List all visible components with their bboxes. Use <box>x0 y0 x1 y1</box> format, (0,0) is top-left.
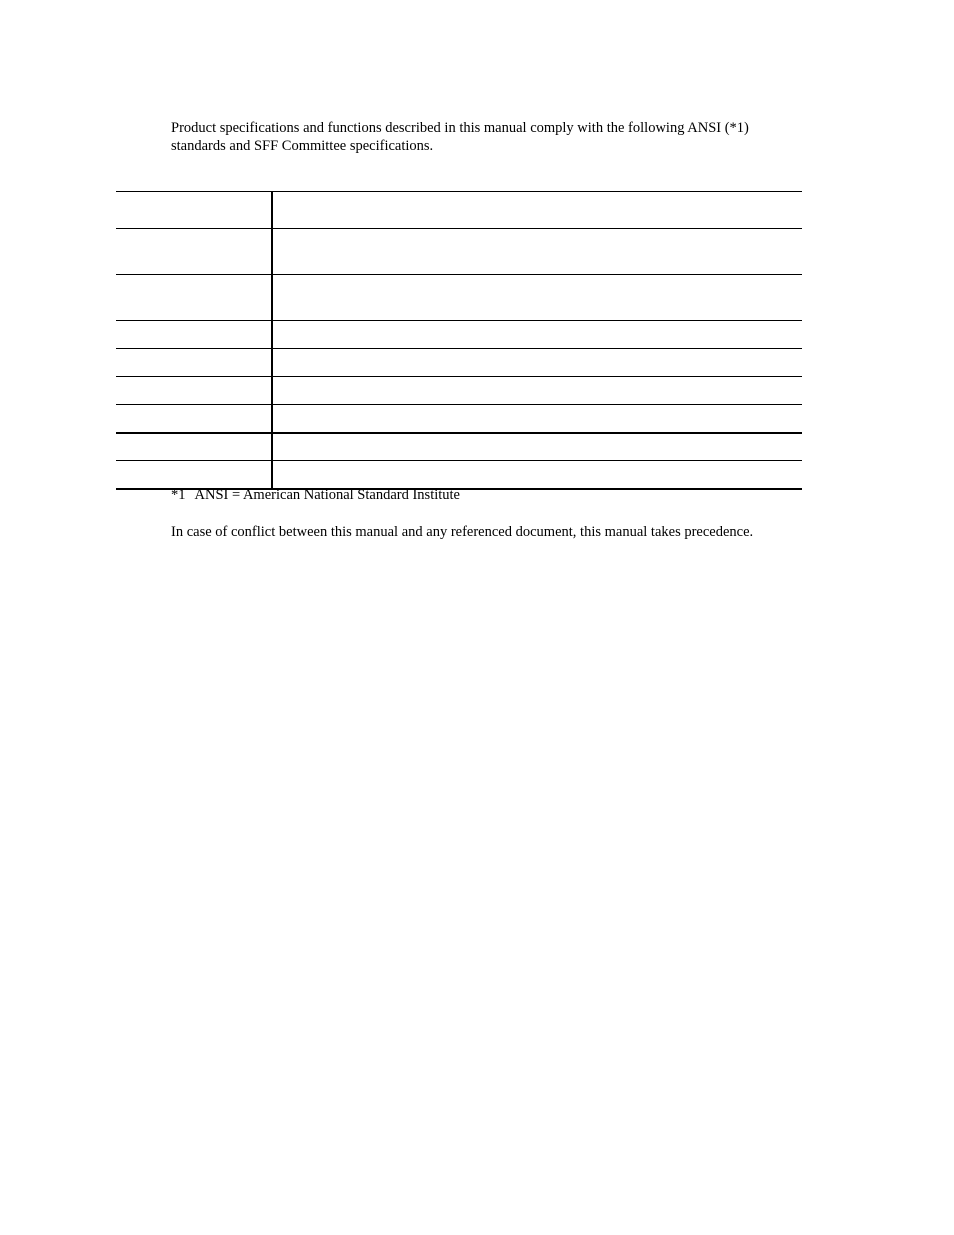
table-cell <box>116 377 272 405</box>
footnote <box>171 487 460 504</box>
table-cell <box>116 321 272 349</box>
table-cell <box>272 461 802 490</box>
table-cell <box>116 349 272 377</box>
table-cell <box>116 192 272 229</box>
precedence-statement: In case of conflict between this manual and any referenced document, this manual takes precedence. <box>171 524 754 540</box>
table-cell <box>116 433 272 461</box>
table-row <box>116 405 802 434</box>
table-row <box>116 433 802 461</box>
table-cell <box>272 405 802 434</box>
footnote-mark: *1 <box>171 487 186 503</box>
table-row <box>116 192 802 229</box>
table-row <box>116 461 802 490</box>
table-cell <box>272 275 802 321</box>
intro-paragraph <box>171 119 811 155</box>
table-row <box>116 321 802 349</box>
table-row <box>116 229 802 275</box>
table-cell <box>272 192 802 229</box>
table-cell <box>272 377 802 405</box>
table-cell <box>272 229 802 275</box>
table-cell <box>116 229 272 275</box>
table-cell <box>116 275 272 321</box>
intro-line-2: standards and SFF Committee specifications. <box>171 138 434 154</box>
table-cell <box>116 405 272 434</box>
table-row <box>116 275 802 321</box>
table-cell <box>272 321 802 349</box>
table-cell <box>272 349 802 377</box>
table-cell <box>272 433 802 461</box>
standards-table <box>116 191 802 490</box>
table-row <box>116 349 802 377</box>
footnote-text: ANSI = American National Standard Institute <box>194 487 460 503</box>
table-cell <box>116 461 272 490</box>
table-row <box>116 377 802 405</box>
intro-line-1: Product specifications and functions described in this manual comply with the following ANSI (*1) <box>171 120 749 136</box>
